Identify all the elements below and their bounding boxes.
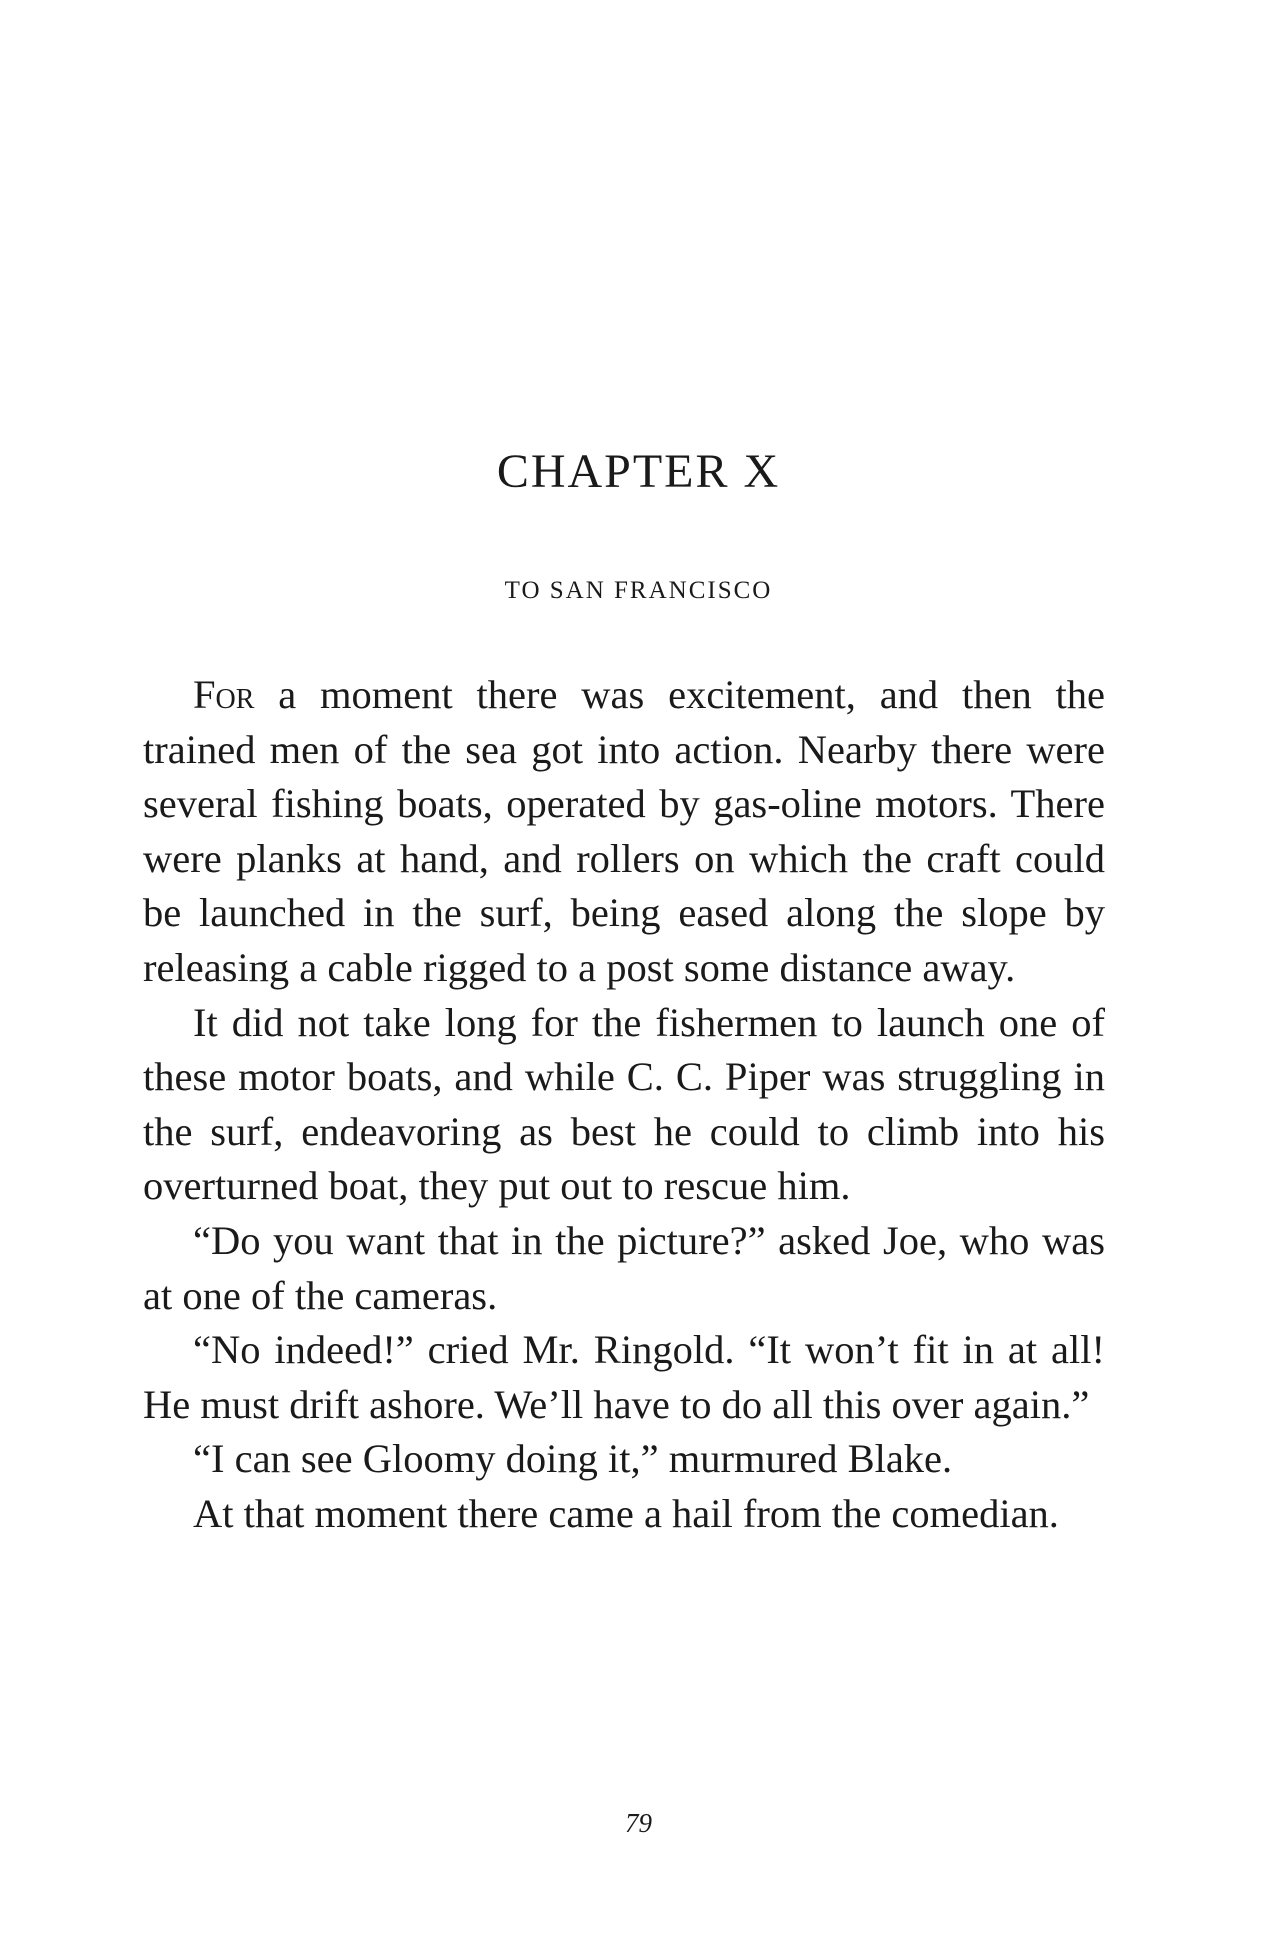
paragraph-1 xyxy=(143,668,1105,996)
paragraph-text: a moment there was excitement, and then the trained men of the sea got into action. Nearby there were several fishing boats, operated by gas-oline motors. There were planks at hand, and rollers on which the craft could be launched in the surf, being eased along the slope by releasing a cable rigged to a post some distance away. xyxy=(143,672,1105,990)
chapter-title: TO SAN FRANCISCO xyxy=(504,577,773,604)
paragraph-4: “No indeed!” cried Mr. Ringold. “It won’t fit in at all! He must drift ashore. We’ll have to do all this over again.” xyxy=(143,1327,1105,1427)
paragraph-5: “I can see Gloomy doing it,” murmured Blake. xyxy=(193,1436,953,1482)
paragraph-2: It did not take long for the fishermen to launch one of these motor boats, and while C. C. Piper was struggling in the surf, endeavoring as best he could to climb into his overturned boat, they put out to rescue him. xyxy=(143,999,1105,1209)
chapter-heading: CHAPTER X xyxy=(496,445,781,498)
paragraph-6: At that moment there came a hail from the comedian. xyxy=(193,1490,1059,1536)
paragraph-lead-word: For xyxy=(193,672,255,717)
page-number: 79 xyxy=(625,1808,652,1838)
paragraph-3: “Do you want that in the picture?” asked Joe, who was at one of the cameras. xyxy=(143,1217,1105,1318)
chapter-body xyxy=(143,668,1105,1542)
